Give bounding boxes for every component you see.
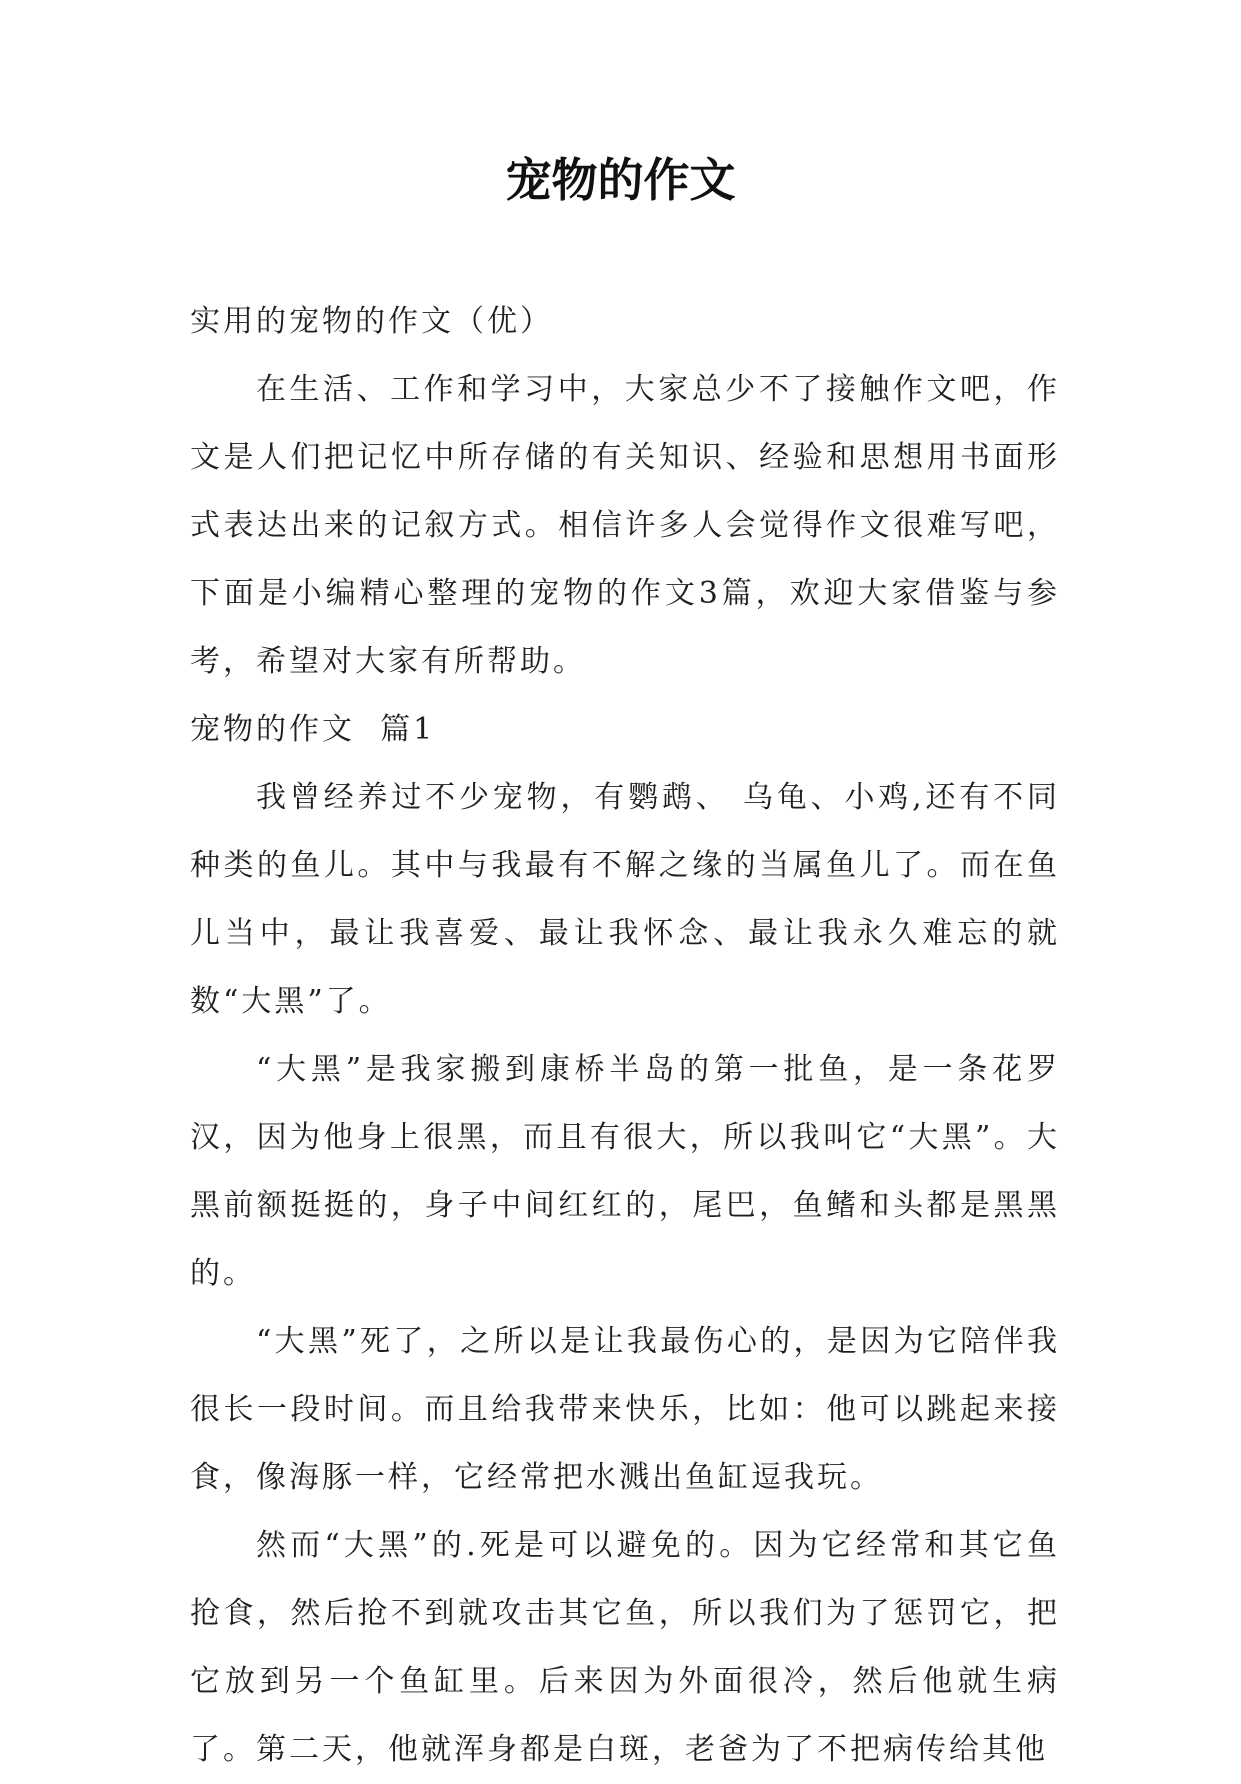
section-heading: 宠物的作文 篇1 [190,712,436,747]
document-body [190,288,1060,1784]
body-paragraph: 我曾经养过不少宠物，有鹦鹉、 乌龟、小鸡,还有不同种类的鱼儿。其中与我最有不解之缘的当属鱼儿了。而在鱼儿当中，最让我喜爱、最让我怀念、最让我永久难忘的就数“大黑”了。 [190,780,1060,1019]
document-title: 宠物的作文 [505,153,736,207]
document-subtitle: 实用的宠物的作文（优） [190,304,553,339]
intro-paragraph: 在生活、工作和学习中，大家总少不了接触作文吧，作文是人们把记忆中所存储的有关知识、经验和思想用书面形式表达出来的记叙方式。相信许多人会觉得作文很难写吧，下面是小编精心整理的宠物的作文3篇，欢迎大家借鉴与参考，希望对大家有所帮助。 [190,372,1060,679]
body-paragraph: “大黑”死了，之所以是让我最伤心的，是因为它陪伴我很长一段时间。而且给我带来快乐，比如：他可以跳起来接食，像海豚一样，它经常把水溅出鱼缸逗我玩。 [190,1324,1060,1495]
body-paragraph: “大黑”是我家搬到康桥半岛的第一批鱼，是一条花罗汉，因为他身上很黑，而且有很大，所以我叫它“大黑”。大黑前额挺挺的，身子中间红红的，尾巴，鱼鳍和头都是黑黑的。 [190,1052,1060,1291]
body-paragraph: 然而“大黑”的.死是可以避免的。因为它经常和其它鱼抢食，然后抢不到就攻击其它鱼，所以我们为了惩罚它，把它放到另一个鱼缸里。后来因为外面很冷，然后他就生病了。第二天，他就浑身都是白斑，老爸为了不把病传给其他 [190,1528,1060,1767]
